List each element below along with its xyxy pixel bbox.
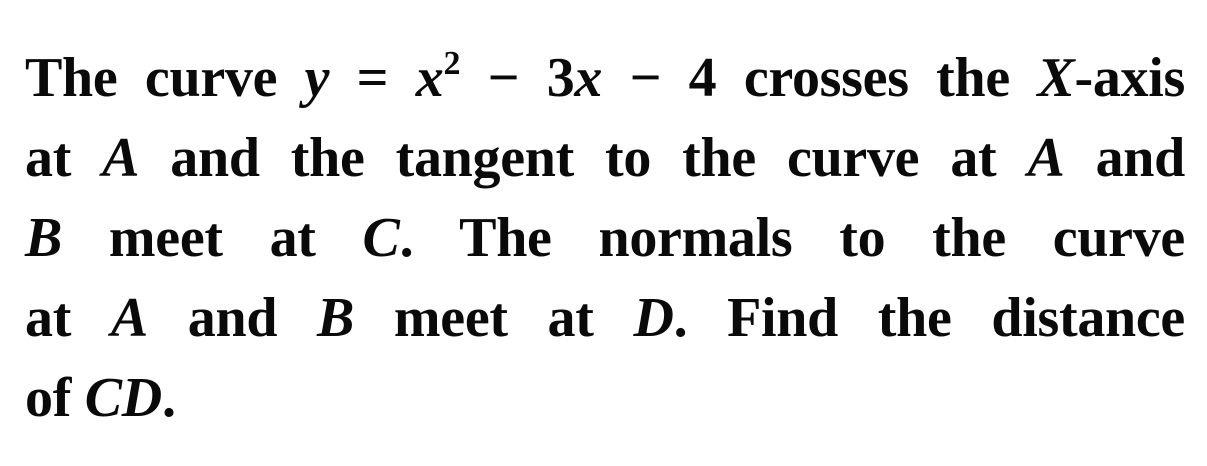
text-segment: − 4 crosses the: [602, 47, 1038, 109]
text-segment: and the tangent to the curve at: [139, 127, 1028, 189]
problem-line-5: [25, 358, 1185, 438]
point-B: B: [25, 207, 63, 269]
text-segment: at: [25, 127, 103, 189]
text-segment: meet at: [354, 287, 634, 349]
problem-line-1: [25, 38, 1185, 118]
point-D: D: [633, 287, 674, 349]
point-C: C: [362, 207, 400, 269]
text-segment: . The normals to the curve: [399, 207, 1185, 269]
text-segment: . Find the distance: [673, 287, 1185, 349]
variable-y: y: [304, 47, 330, 109]
period: .: [161, 367, 176, 429]
text-segment: at: [25, 287, 111, 349]
problem-line-2: [25, 118, 1185, 198]
problem-line-4: [25, 278, 1185, 358]
variable-x: x: [574, 47, 603, 109]
point-A: A: [102, 127, 140, 189]
problem-text: [25, 38, 1185, 438]
text-segment: and: [1064, 127, 1185, 189]
problem-line-3: [25, 198, 1185, 278]
equals-sign: =: [329, 47, 416, 109]
text-segment: -axis: [1074, 47, 1185, 109]
exponent: 2: [443, 45, 461, 82]
text-segment: of: [25, 367, 85, 429]
text-segment: meet at: [62, 207, 363, 269]
text-segment: − 3: [460, 47, 575, 109]
text-segment: The curve: [25, 47, 305, 109]
segment-CD: CD: [84, 367, 162, 429]
text-segment: and: [147, 287, 318, 349]
point-A: A: [1027, 127, 1065, 189]
point-B: B: [317, 287, 355, 349]
variable-x: x: [415, 47, 444, 109]
variable-X: X: [1037, 47, 1075, 109]
point-A: A: [110, 287, 148, 349]
